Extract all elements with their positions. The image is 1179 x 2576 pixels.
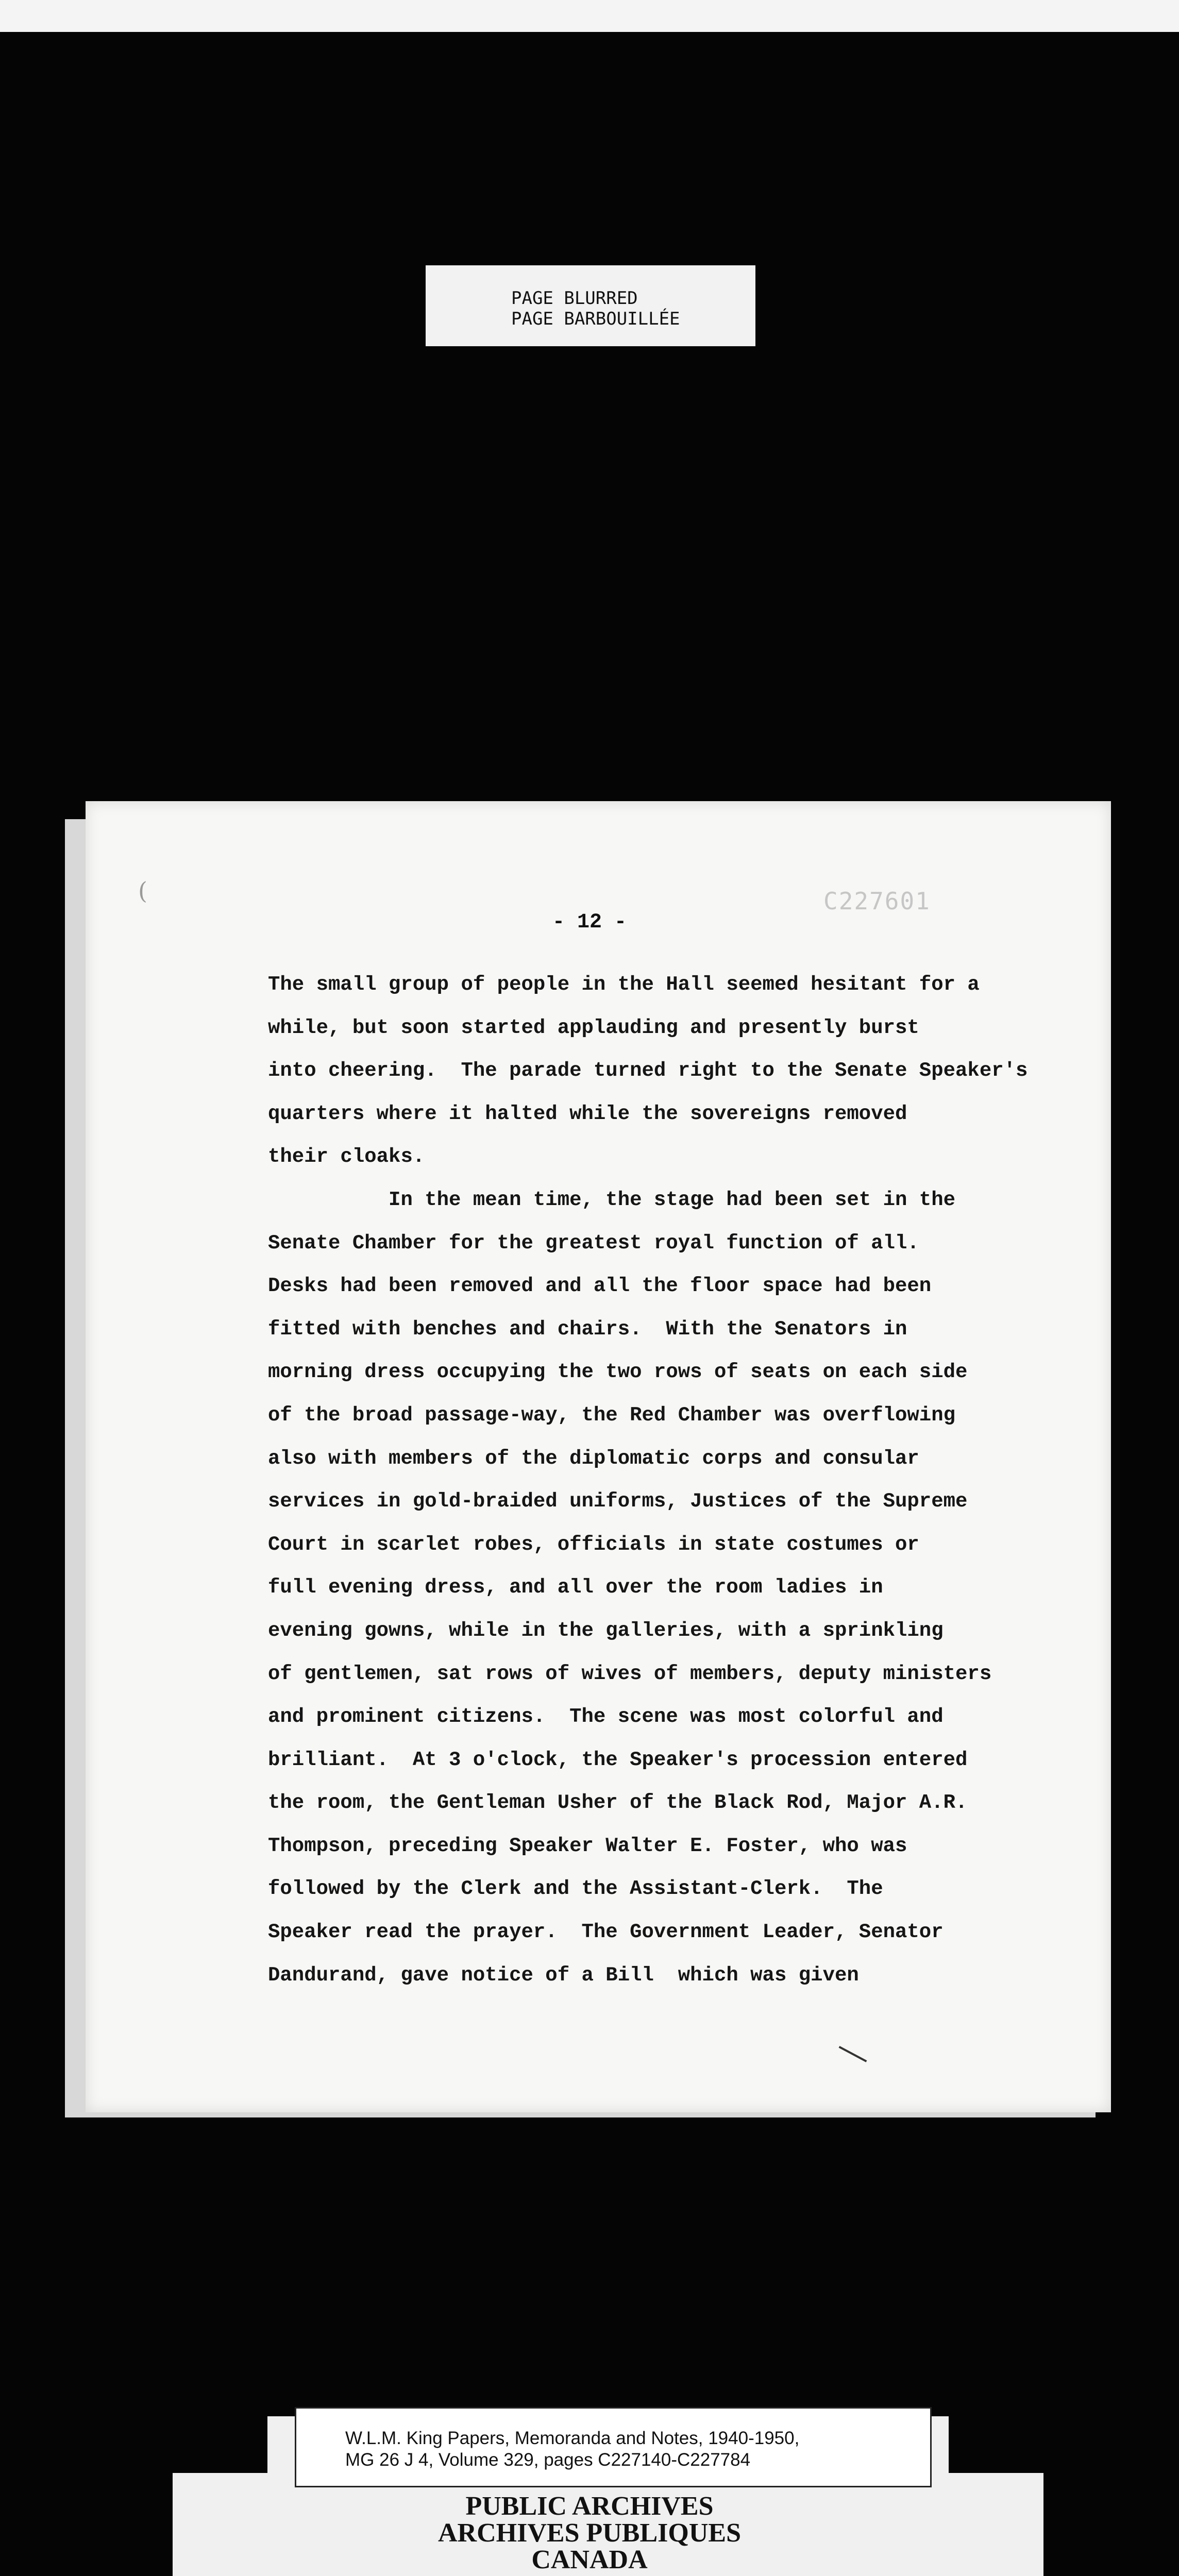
archive-number-stamp: C227601 bbox=[823, 887, 931, 915]
typed-line: their cloaks. bbox=[268, 1145, 425, 1168]
typed-line: brilliant. At 3 o'clock, the Speaker's procession entered bbox=[268, 1748, 968, 1771]
citation-line-2: MG 26 J 4, Volume 329, pages C227140-C227784 bbox=[345, 2450, 751, 2470]
typed-line: quarters where it halted while the sovereigns removed bbox=[268, 1102, 907, 1125]
blur-notice-english: PAGE BLURRED bbox=[511, 288, 638, 309]
citation-line-1: W.L.M. King Papers, Memoranda and Notes, 1940-1950, bbox=[345, 2428, 800, 2448]
archives-title-french: ARCHIVES PUBLIQUES bbox=[437, 2518, 742, 2548]
film-top-margin bbox=[0, 0, 1179, 32]
typed-line: followed by the Clerk and the Assistant-Clerk. The bbox=[268, 1877, 883, 1901]
typed-body-text bbox=[268, 963, 1103, 1997]
card-notch-right bbox=[949, 2416, 1043, 2473]
typed-line: full evening dress, and all over the room ladies in bbox=[268, 1576, 883, 1599]
typed-line: Senate Chamber for the greatest royal function of all. bbox=[268, 1231, 919, 1255]
typed-line: Thompson, preceding Speaker Walter E. Foster, who was bbox=[268, 1834, 907, 1857]
typed-line: In the mean time, the stage had been set in the bbox=[268, 1188, 956, 1211]
typed-line: Dandurand, gave notice of a Bill which was given bbox=[268, 1963, 859, 1987]
archives-title-english: PUBLIC ARCHIVES bbox=[465, 2492, 714, 2521]
typed-line: Desks had been removed and all the floor space had been bbox=[268, 1275, 932, 1298]
typed-line: evening gowns, while in the galleries, with a sprinkling bbox=[268, 1619, 944, 1642]
blur-notice-french: PAGE BARBOUILLÉE bbox=[511, 309, 680, 329]
page-blurred-notice bbox=[426, 265, 755, 346]
typed-line: of the broad passage-way, the Red Chamber was overflowing bbox=[268, 1403, 956, 1427]
margin-mark: ( bbox=[138, 877, 147, 905]
typed-line: Speaker read the prayer. The Government Leader, Senator bbox=[268, 1921, 944, 1944]
page-number: - 12 - bbox=[552, 911, 627, 934]
citation-label bbox=[295, 2407, 932, 2487]
typed-line: The small group of people in the Hall seemed hesitant for a bbox=[268, 973, 980, 996]
archives-title-canada: CANADA bbox=[531, 2545, 648, 2574]
typed-line: also with members of the diplomatic corps and consular bbox=[268, 1447, 919, 1470]
typed-line: and prominent citizens. The scene was most colorful and bbox=[268, 1705, 944, 1728]
typed-line: services in gold-braided uniforms, Justices of the Supreme bbox=[268, 1490, 968, 1513]
typed-line: the room, the Gentleman Usher of the Black Rod, Major A.R. bbox=[268, 1791, 968, 1815]
card-notch-left bbox=[173, 2416, 267, 2473]
typed-line: while, but soon started applauding and presently burst bbox=[268, 1016, 919, 1039]
typed-line: of gentlemen, sat rows of wives of members, deputy ministers bbox=[268, 1662, 992, 1685]
typed-line: into cheering. The parade turned right to the Senate Speaker's bbox=[268, 1059, 1028, 1082]
typed-line: Court in scarlet robes, officials in state costumes or bbox=[268, 1533, 919, 1556]
typed-line: morning dress occupying the two rows of seats on each side bbox=[268, 1361, 968, 1384]
typed-line: fitted with benches and chairs. With the Senators in bbox=[268, 1317, 907, 1341]
